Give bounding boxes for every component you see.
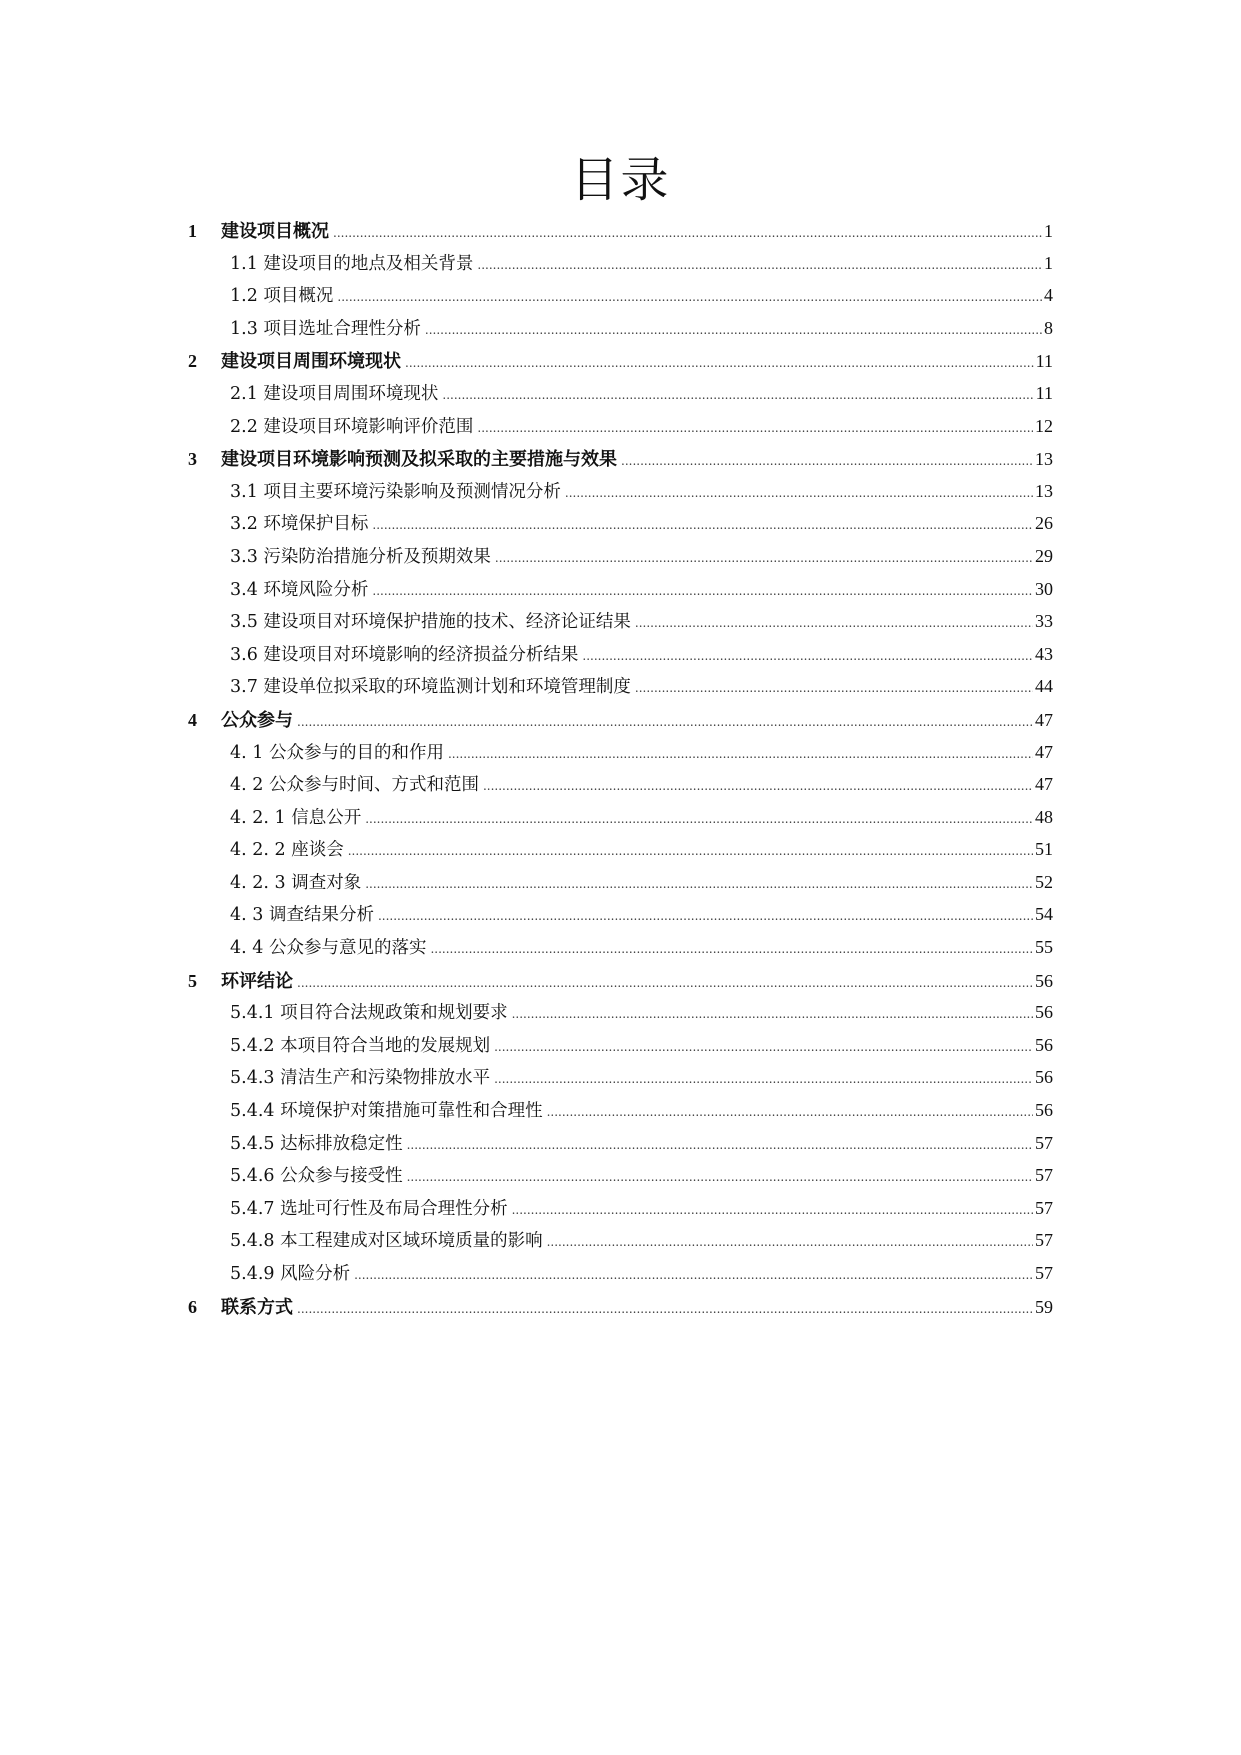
toc-entry-number: 2 — [188, 351, 197, 372]
toc-section-entry[interactable] — [188, 967, 1053, 1000]
toc-page-number: 55 — [1035, 937, 1053, 958]
toc-entry-label: 1.3 项目选址合理性分析 — [230, 318, 421, 339]
toc-subsection-entry[interactable] — [188, 641, 1053, 674]
toc-subsection-entry[interactable] — [188, 1032, 1053, 1065]
toc-subsection-entry[interactable] — [188, 1195, 1053, 1228]
toc-dot-leader — [477, 258, 1042, 272]
toc-entry-number: 1 — [188, 221, 197, 241]
toc-subsection-entry[interactable] — [188, 869, 1053, 902]
toc-page-number: 8 — [1044, 317, 1053, 338]
toc-page-number: 47 — [1035, 709, 1053, 730]
toc-subsection-entry[interactable] — [188, 1162, 1053, 1195]
toc-entry-label: 3.4 环境风险分析 — [230, 579, 369, 600]
toc-entry-label: 建设项目概况 — [221, 221, 329, 242]
toc-subsection-entry[interactable] — [188, 1227, 1053, 1260]
toc-subsection-entry[interactable] — [188, 315, 1053, 348]
toc-dot-leader — [354, 1268, 1033, 1282]
toc-page-number: 56 — [1035, 970, 1053, 991]
toc-dot-leader — [442, 388, 1033, 402]
toc-subsection-entry[interactable] — [188, 1130, 1053, 1163]
toc-entry-label: 2.2 建设项目环境影响评价范围 — [230, 416, 474, 437]
toc-dot-leader — [565, 486, 1033, 500]
toc-page-number: 4 — [1044, 285, 1053, 306]
toc-entry-label: 3.3 污染防治措施分析及预期效果 — [230, 546, 491, 567]
toc-dot-leader — [582, 649, 1033, 663]
toc-entry-label: 5.4.2 本项目符合当地的发展规划 — [230, 1035, 491, 1056]
toc-subsection-entry[interactable] — [188, 250, 1053, 283]
toc-subsection-entry[interactable] — [188, 380, 1053, 413]
toc-page-number: 51 — [1035, 839, 1053, 860]
toc-subsection-entry[interactable] — [188, 901, 1053, 934]
toc-entry-number: 6 — [188, 1296, 197, 1317]
table-of-contents — [188, 217, 1053, 1325]
toc-dot-leader — [494, 1072, 1033, 1086]
toc-page-number: 57 — [1035, 1165, 1053, 1186]
toc-entry-label: 3.7 建设单位拟采取的环境监测计划和环境管理制度 — [230, 677, 631, 698]
toc-entry-label: 1.2 项目概况 — [230, 286, 334, 307]
toc-subsection-entry[interactable] — [188, 1064, 1053, 1097]
toc-page-number: 1 — [1044, 252, 1053, 273]
toc-title: 目录 — [570, 152, 671, 208]
toc-section-entry[interactable] — [188, 217, 1053, 250]
toc-dot-leader — [635, 681, 1033, 695]
toc-dot-leader — [297, 1302, 1033, 1316]
toc-page-number: 56 — [1035, 1067, 1053, 1088]
toc-page-number: 26 — [1035, 513, 1053, 534]
toc-subsection-entry[interactable] — [188, 282, 1053, 315]
toc-subsection-entry[interactable] — [188, 836, 1053, 869]
toc-page-number: 52 — [1035, 871, 1053, 892]
toc-dot-leader — [430, 942, 1033, 956]
toc-section-entry[interactable] — [188, 1293, 1053, 1326]
toc-entry-label: 5.4.3 清洁生产和污染物排放水平 — [230, 1068, 491, 1089]
toc-page-number: 57 — [1035, 1263, 1053, 1283]
toc-subsection-entry[interactable] — [188, 804, 1053, 837]
toc-entry-label: 3.2 环境保护目标 — [230, 514, 369, 535]
toc-subsection-entry[interactable] — [188, 608, 1053, 641]
toc-page-number: 11 — [1035, 351, 1053, 372]
toc-entry-label: 5.4.7 选址可行性及布局合理性分析 — [230, 1198, 508, 1219]
toc-subsection-entry[interactable] — [188, 1260, 1053, 1293]
toc-dot-leader — [297, 976, 1033, 990]
toc-page-number: 43 — [1035, 643, 1053, 664]
toc-subsection-entry[interactable] — [188, 739, 1053, 772]
toc-entry-label: 4. 4 公众参与意见的落实 — [230, 938, 427, 959]
toc-dot-leader — [495, 551, 1033, 565]
toc-dot-leader — [477, 421, 1033, 435]
toc-entry-label: 3.1 项目主要环境污染影响及预测情况分析 — [230, 481, 561, 502]
toc-dot-leader — [297, 715, 1033, 729]
toc-entry-number: 3 — [188, 449, 197, 470]
toc-entry-number: 4 — [188, 709, 197, 730]
toc-subsection-entry[interactable] — [188, 934, 1053, 967]
toc-dot-leader — [407, 1138, 1033, 1152]
toc-dot-leader — [483, 779, 1033, 793]
toc-page-number: 57 — [1035, 1230, 1053, 1251]
toc-subsection-entry[interactable] — [188, 413, 1053, 446]
toc-page-number: 57 — [1035, 1132, 1053, 1153]
toc-dot-leader — [405, 356, 1034, 370]
toc-entry-label: 4. 3 调查结果分析 — [230, 905, 374, 926]
toc-entry-label: 5.4.9 风险分析 — [230, 1264, 351, 1284]
toc-entry-label: 3.6 建设项目对环境影响的经济损益分析结果 — [230, 644, 579, 665]
toc-page-number: 13 — [1035, 480, 1053, 501]
toc-entry-label: 5.4.8 本工程建成对区域环境质量的影响 — [230, 1231, 543, 1252]
toc-page-number: 11 — [1035, 382, 1053, 403]
toc-dot-leader — [621, 454, 1033, 468]
toc-dot-leader — [378, 909, 1033, 923]
toc-subsection-entry[interactable] — [188, 576, 1053, 609]
toc-dot-leader — [512, 1203, 1033, 1217]
toc-dot-leader — [348, 844, 1033, 858]
toc-entry-label: 公众参与 — [221, 709, 293, 731]
toc-subsection-entry[interactable] — [188, 510, 1053, 543]
toc-dot-leader — [407, 1170, 1033, 1184]
toc-page-number: 29 — [1035, 545, 1053, 566]
toc-page-number: 12 — [1035, 415, 1053, 436]
toc-page-number: 59 — [1035, 1296, 1053, 1317]
toc-entry-label: 环评结论 — [221, 970, 293, 992]
toc-dot-leader — [547, 1105, 1033, 1119]
toc-entry-label: 5.4.4 环境保护对策措施可靠性和合理性 — [230, 1101, 543, 1122]
toc-subsection-entry[interactable] — [188, 1097, 1053, 1130]
toc-entry-number: 5 — [188, 970, 197, 991]
toc-page-number: 30 — [1035, 578, 1053, 599]
toc-entry-label: 5.4.6 公众参与接受性 — [230, 1166, 403, 1187]
toc-subsection-entry[interactable] — [188, 771, 1053, 804]
toc-subsection-entry[interactable] — [188, 673, 1053, 706]
toc-entry-label: 4. 1 公众参与的目的和作用 — [230, 742, 444, 763]
toc-entry-label: 4. 2 公众参与时间、方式和范围 — [230, 775, 479, 796]
toc-section-entry[interactable] — [188, 706, 1053, 739]
toc-entry-label: 5.4.1 项目符合法规政策和规划要求 — [230, 1003, 508, 1024]
toc-dot-leader — [512, 1007, 1033, 1021]
toc-dot-leader — [365, 812, 1033, 826]
toc-dot-leader — [372, 518, 1033, 532]
toc-dot-leader — [425, 323, 1042, 337]
toc-dot-leader — [448, 747, 1033, 761]
toc-dot-leader — [494, 1040, 1033, 1054]
toc-section-entry[interactable] — [188, 347, 1053, 380]
toc-subsection-entry[interactable] — [188, 478, 1053, 511]
toc-entry-label: 建设项目环境影响预测及拟采取的主要措施与效果 — [221, 449, 617, 471]
toc-entry-label: 3.5 建设项目对环境保护措施的技术、经济论证结果 — [230, 612, 631, 633]
toc-entry-label: 4. 2. 3 调查对象 — [230, 872, 362, 893]
toc-page-number: 47 — [1035, 774, 1053, 795]
toc-section-entry[interactable] — [188, 445, 1053, 478]
toc-page-number: 57 — [1035, 1197, 1053, 1218]
toc-entry-label: 4. 2. 1 信息公开 — [230, 807, 362, 828]
toc-page-number: 44 — [1035, 676, 1053, 697]
toc-page-number: 56 — [1035, 1002, 1053, 1023]
toc-subsection-entry[interactable] — [188, 999, 1053, 1032]
toc-dot-leader — [333, 226, 1042, 240]
toc-page-number: 56 — [1035, 1100, 1053, 1121]
toc-page-number: 1 — [1044, 221, 1053, 241]
toc-entry-label: 4. 2. 2 座谈会 — [230, 840, 344, 861]
toc-entry-label: 2.1 建设项目周围环境现状 — [230, 383, 439, 404]
toc-entry-label: 建设项目周围环境现状 — [221, 351, 401, 373]
toc-page-number: 13 — [1035, 449, 1053, 470]
toc-entry-label: 1.1 建设项目的地点及相关背景 — [230, 253, 474, 274]
toc-dot-leader — [635, 616, 1033, 630]
toc-entry-label: 联系方式 — [221, 1296, 293, 1318]
toc-dot-leader — [372, 584, 1033, 598]
toc-page-number: 54 — [1035, 904, 1053, 925]
toc-subsection-entry[interactable] — [188, 543, 1053, 576]
toc-entry-label: 5.4.5 达标排放稳定性 — [230, 1133, 403, 1154]
toc-dot-leader — [547, 1235, 1033, 1249]
toc-page-number: 33 — [1035, 611, 1053, 632]
toc-dot-leader — [365, 877, 1033, 891]
toc-page-number: 48 — [1035, 806, 1053, 827]
toc-page-number: 47 — [1035, 741, 1053, 762]
toc-page-number: 56 — [1035, 1034, 1053, 1055]
toc-dot-leader — [337, 290, 1042, 304]
